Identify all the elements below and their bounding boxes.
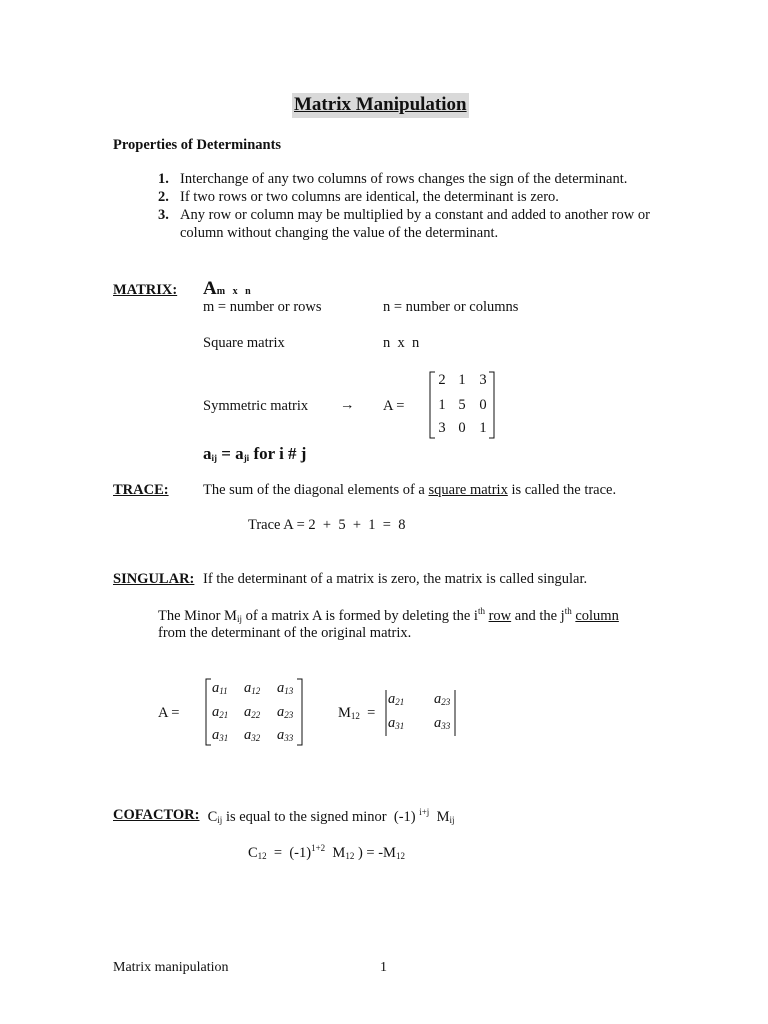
matrix-cell: 2 xyxy=(438,372,446,388)
cofactor-m: M xyxy=(429,809,450,825)
cofactor-m-sub: ij xyxy=(449,815,455,825)
minor-sub: ij xyxy=(236,614,242,624)
minor-definition-line2: from the determinant of the original matrix. xyxy=(158,625,412,641)
trace-definition xyxy=(203,482,616,499)
properties-heading: Properties of Determinants xyxy=(113,137,282,153)
matrix-cell: $a_{31}$ xyxy=(388,715,405,731)
matrix-cell: $a_{12}$ xyxy=(244,680,261,696)
list-item xyxy=(158,188,678,206)
matrix-cell: $a_{13}$ xyxy=(277,680,294,696)
singular-label: SINGULAR: xyxy=(113,571,195,587)
cofactor-sub: ij xyxy=(217,815,223,825)
matrix-cell: 1 xyxy=(438,397,446,413)
minor-text: of a matrix A is formed by deleting the i xyxy=(241,608,478,624)
list-text: Any row or column may be multiplied by a constant and added to another row or column without changing the value of the determinant. xyxy=(180,207,650,241)
trace-square-matrix-link[interactable]: square matrix xyxy=(428,482,508,498)
list-item xyxy=(158,206,678,242)
symmetric-matrix-label: Symmetric matrix xyxy=(203,398,309,414)
matrix-cell: $a_{22}$ xyxy=(244,704,261,720)
cofactor-c: C xyxy=(204,809,218,825)
matrix-label: MATRIX: xyxy=(113,282,178,298)
cols-definition: n = number or columns xyxy=(383,299,519,315)
matrix-cell: 5 xyxy=(458,397,466,413)
matrix-cell: 1 xyxy=(479,420,487,436)
rows-definition: m = number or rows xyxy=(203,299,322,315)
minor-row-link[interactable]: row xyxy=(488,608,512,624)
properties-list xyxy=(158,170,678,242)
trace-label: TRACE: xyxy=(113,482,169,498)
minor-text: The Minor M xyxy=(158,608,237,624)
minor-text: and the j xyxy=(511,608,565,624)
matrix-cell: $a_{23}$ xyxy=(277,704,294,720)
matrix-symbol xyxy=(203,278,251,301)
matrix-cell: $a_{33}$ xyxy=(434,715,451,731)
page-title: Matrix Manipulation xyxy=(292,93,469,118)
minor-column-link[interactable]: column xyxy=(575,608,619,624)
minor-m12-eq xyxy=(338,705,375,722)
trace-text-pre: The sum of the diagonal elements of a xyxy=(203,482,429,498)
list-text: Interchange of any two columns of rows changes the sign of the determinant. xyxy=(180,171,628,187)
m-label: M xyxy=(338,705,351,721)
symmetric-matrix xyxy=(428,371,498,439)
square-matrix-dim: n x n xyxy=(383,335,420,351)
minor-definition xyxy=(158,606,619,625)
matrix-cell: $a_{21}$ xyxy=(212,704,229,720)
matrix-cell: $a_{11}$ xyxy=(212,680,228,696)
page-number: 1 xyxy=(380,960,387,975)
list-number: 3. xyxy=(158,207,169,223)
rule-sub-ji: ji xyxy=(243,453,250,463)
list-item xyxy=(158,170,678,188)
symmetric-eq: A = xyxy=(383,398,405,414)
matrix-symbol-letter: A xyxy=(203,278,217,299)
square-matrix-label: Square matrix xyxy=(203,335,285,351)
matrix-cell: $a_{21}$ xyxy=(388,691,405,707)
matrix-cell: $a_{31}$ xyxy=(212,727,229,743)
singular-definition: If the determinant of a matrix is zero, the matrix is called singular. xyxy=(203,571,588,587)
m-eq: = xyxy=(359,705,376,721)
rule-a: a xyxy=(203,444,212,463)
matrix-cell: 0 xyxy=(458,420,466,436)
m-sub: 12 xyxy=(350,711,360,721)
general-matrix-eq: A = xyxy=(158,705,180,721)
matrix-cell: $a_{32}$ xyxy=(244,727,261,743)
list-number: 2. xyxy=(158,189,169,205)
cofactor-label: COFACTOR: xyxy=(113,807,200,823)
matrix-cell: 0 xyxy=(479,397,487,413)
footer-title: Matrix manipulation xyxy=(113,960,229,975)
symmetric-rule xyxy=(203,444,306,464)
list-text: If two rows or two columns are identical, the determinant is zero. xyxy=(180,189,559,205)
minor-matrix xyxy=(384,689,458,737)
matrix-cell: 3 xyxy=(438,420,446,436)
matrix-cell: 1 xyxy=(458,372,466,388)
cofactor-text: is equal to the signed minor (-1) xyxy=(222,809,420,825)
matrix-cell: $a_{33}$ xyxy=(277,727,294,743)
trace-example: Trace A = 2 + 5 + 1 = 8 xyxy=(248,517,406,533)
list-number: 1. xyxy=(158,171,169,187)
trace-text-post: is called the trace. xyxy=(507,482,617,498)
cofactor-definition xyxy=(204,807,454,826)
matrix-cell: 3 xyxy=(479,372,487,388)
cofactor-example: $C_{12} = (-1)^{1+2}$ $M_{12}$ ) = $-M_{12}$ xyxy=(248,843,405,861)
matrix-cell: $a_{23}$ xyxy=(434,691,451,707)
general-matrix xyxy=(204,678,306,746)
matrix-symbol-sub: m x n xyxy=(216,286,251,297)
minor-sup: th xyxy=(477,606,485,616)
rule-eq: = a xyxy=(217,444,244,463)
rule-tail: for i # j xyxy=(249,444,307,463)
minor-sup: th xyxy=(564,606,572,616)
rule-sub-ij: ij xyxy=(211,453,217,463)
cofactor-exp: i+j xyxy=(419,807,430,817)
arrow-icon: → xyxy=(340,397,355,413)
